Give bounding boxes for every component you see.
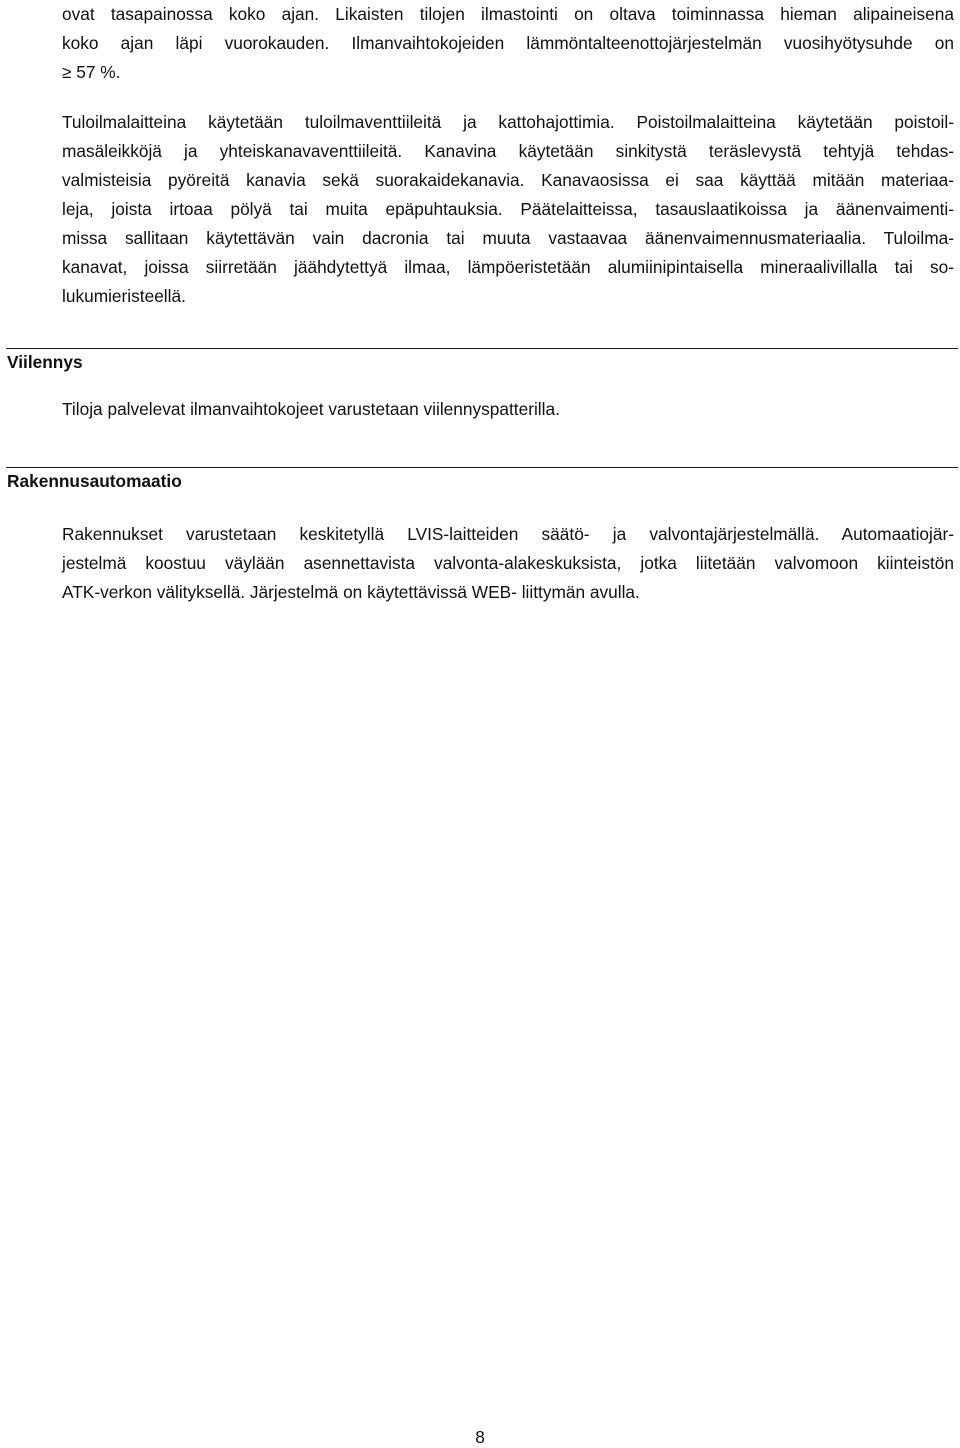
text-line: missa sallitaan käytettävän vain dacronia tai muuta vastaavaa äänenvaimennusmateriaalia. Tuloilma- [62, 228, 954, 248]
text-line: Rakennukset varustetaan keskitetyllä LVIS-laitteiden säätö- ja valvontajärjestelmällä. Automaatiojär- [62, 524, 954, 544]
page-number: 8 [475, 1427, 485, 1447]
text-line: Tiloja palvelevat ilmanvaihtokojeet varustetaan viilennyspatterilla. [62, 399, 560, 419]
terminals-paragraph [62, 108, 954, 311]
cooling-paragraph [62, 395, 954, 424]
text-line: koko ajan läpi vuorokauden. Ilmanvaihtokojeiden lämmöntalteenottojärjestelmän vuosihyötysuhde on [62, 33, 954, 53]
text-line: ≥ 57 %. [62, 62, 121, 82]
section-heading-cooling: Viilennys [7, 352, 83, 372]
text-line: kanavat, joissa siirretään jäähdytettyä ilmaa, lämpöeristetään alumiinipintaisella mineraalivillalla tai so- [62, 257, 954, 277]
text-line: leja, joista irtoaa pölyä tai muita epäpuhtauksia. Päätelaitteissa, tasauslaatikoissa ja äänenvaimenti- [62, 199, 954, 219]
text-line: masäleikköjä ja yhteiskanavaventtiileitä. Kanavina käytetään sinkitystä teräslevystä tehtyjä tehdas- [62, 141, 954, 161]
text-line: lukumieristeellä. [62, 286, 186, 306]
text-line: jestelmä koostuu väylään asennettavista valvonta-alakeskuksista, jotka liitetään valvomoon kiinteistön [62, 553, 954, 573]
text-line: valmisteisia pyöreitä kanavia sekä suorakaidekanavia. Kanavaosissa ei saa käyttää mitään materiaa- [62, 170, 954, 190]
text-line: Tuloilmalaitteina käytetään tuloilmaventtiileitä ja kattohajottimia. Poistoilmalaitteina käytetään poistoil- [62, 112, 954, 132]
intro-paragraph [62, 0, 954, 87]
automation-paragraph [62, 520, 954, 607]
section-heading-automation: Rakennusautomaatio [7, 471, 182, 491]
section-divider [6, 348, 958, 349]
text-line: ovat tasapainossa koko ajan. Likaisten tilojen ilmastointi on oltava toiminnassa hieman alipaineisena [62, 4, 954, 24]
section-divider [6, 467, 958, 468]
text-line: ATK-verkon välityksellä. Järjestelmä on käytettävissä WEB- liittymän avulla. [62, 582, 640, 602]
